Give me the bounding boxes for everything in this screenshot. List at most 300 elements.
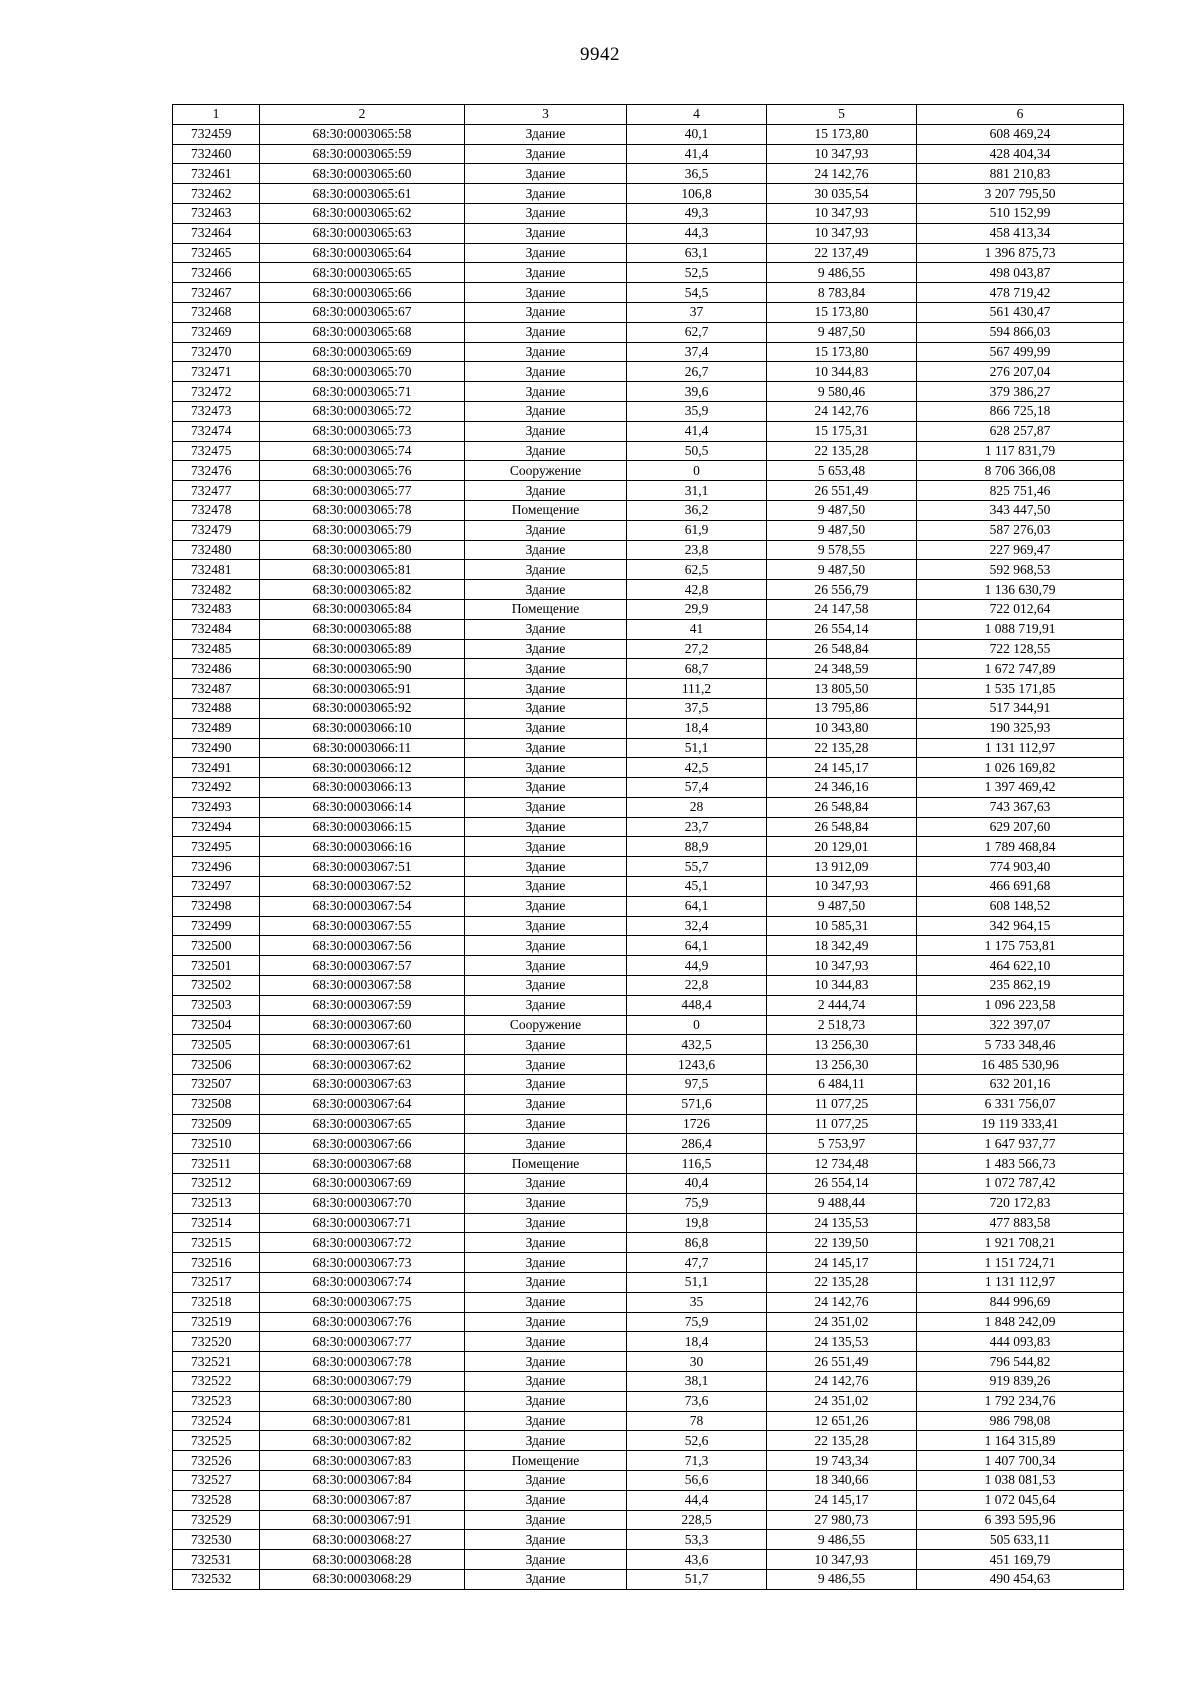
object-type-cell: Здание bbox=[465, 421, 627, 441]
table-body bbox=[173, 124, 1124, 1589]
specific-value-cell: 2 444,74 bbox=[767, 995, 917, 1015]
row-number-cell: 732465 bbox=[173, 243, 260, 263]
object-type-cell: Здание bbox=[465, 857, 627, 877]
cadastral-number-cell: 68:30:0003066:11 bbox=[260, 738, 465, 758]
table-row bbox=[173, 857, 1124, 877]
area-cell: 41,4 bbox=[627, 421, 767, 441]
cadastral-number-cell: 68:30:0003067:81 bbox=[260, 1411, 465, 1431]
table-row bbox=[173, 203, 1124, 223]
area-cell: 62,7 bbox=[627, 322, 767, 342]
row-number-cell: 732507 bbox=[173, 1075, 260, 1095]
specific-value-cell: 9 578,55 bbox=[767, 540, 917, 560]
cadastral-number-cell: 68:30:0003065:92 bbox=[260, 698, 465, 718]
specific-value-cell: 9 487,50 bbox=[767, 560, 917, 580]
row-number-cell: 732490 bbox=[173, 738, 260, 758]
table-row bbox=[173, 1035, 1124, 1055]
table-row bbox=[173, 1352, 1124, 1372]
specific-value-cell: 24 135,53 bbox=[767, 1332, 917, 1352]
cadastral-value-cell: 1 026 169,82 bbox=[917, 758, 1124, 778]
cadastral-number-cell: 68:30:0003067:65 bbox=[260, 1114, 465, 1134]
cadastral-number-cell: 68:30:0003065:63 bbox=[260, 223, 465, 243]
row-number-cell: 732468 bbox=[173, 302, 260, 322]
cadastral-value-cell: 594 866,03 bbox=[917, 322, 1124, 342]
row-number-cell: 732510 bbox=[173, 1134, 260, 1154]
table-row bbox=[173, 560, 1124, 580]
cadastral-number-cell: 68:30:0003065:84 bbox=[260, 599, 465, 619]
area-cell: 36,2 bbox=[627, 500, 767, 520]
object-type-cell: Здание bbox=[465, 362, 627, 382]
specific-value-cell: 26 548,84 bbox=[767, 797, 917, 817]
cadastral-number-cell: 68:30:0003065:89 bbox=[260, 639, 465, 659]
area-cell: 51,1 bbox=[627, 1273, 767, 1293]
table-row bbox=[173, 1372, 1124, 1392]
area-cell: 52,5 bbox=[627, 263, 767, 283]
object-type-cell: Здание bbox=[465, 540, 627, 560]
object-type-cell: Здание bbox=[465, 619, 627, 639]
cadastral-number-cell: 68:30:0003066:16 bbox=[260, 837, 465, 857]
registry-table bbox=[172, 104, 1124, 1590]
row-number-cell: 732477 bbox=[173, 481, 260, 501]
cadastral-value-cell: 8 706 366,08 bbox=[917, 461, 1124, 481]
specific-value-cell: 10 347,93 bbox=[767, 877, 917, 897]
cadastral-number-cell: 68:30:0003065:76 bbox=[260, 461, 465, 481]
cadastral-number-cell: 68:30:0003067:69 bbox=[260, 1174, 465, 1194]
area-cell: 18,4 bbox=[627, 1332, 767, 1352]
object-type-cell: Здание bbox=[465, 718, 627, 738]
area-cell: 53,3 bbox=[627, 1530, 767, 1550]
specific-value-cell: 22 135,28 bbox=[767, 1431, 917, 1451]
cadastral-value-cell: 1 117 831,79 bbox=[917, 441, 1124, 461]
table-row bbox=[173, 421, 1124, 441]
object-type-cell: Здание bbox=[465, 283, 627, 303]
object-type-cell: Здание bbox=[465, 1470, 627, 1490]
area-cell: 49,3 bbox=[627, 203, 767, 223]
cadastral-value-cell: 3 207 795,50 bbox=[917, 184, 1124, 204]
specific-value-cell: 26 554,14 bbox=[767, 1174, 917, 1194]
cadastral-number-cell: 68:30:0003066:14 bbox=[260, 797, 465, 817]
row-number-cell: 732528 bbox=[173, 1490, 260, 1510]
area-cell: 18,4 bbox=[627, 718, 767, 738]
row-number-cell: 732500 bbox=[173, 936, 260, 956]
table-row bbox=[173, 1055, 1124, 1075]
cadastral-number-cell: 68:30:0003067:91 bbox=[260, 1510, 465, 1530]
specific-value-cell: 24 348,59 bbox=[767, 659, 917, 679]
cadastral-value-cell: 276 207,04 bbox=[917, 362, 1124, 382]
cadastral-value-cell: 592 968,53 bbox=[917, 560, 1124, 580]
row-number-cell: 732471 bbox=[173, 362, 260, 382]
area-cell: 62,5 bbox=[627, 560, 767, 580]
specific-value-cell: 10 344,83 bbox=[767, 362, 917, 382]
cadastral-number-cell: 68:30:0003067:66 bbox=[260, 1134, 465, 1154]
column-header: 6 bbox=[917, 105, 1124, 125]
area-cell: 32,4 bbox=[627, 916, 767, 936]
cadastral-value-cell: 1 535 171,85 bbox=[917, 679, 1124, 699]
table-row bbox=[173, 1273, 1124, 1293]
specific-value-cell: 24 145,17 bbox=[767, 758, 917, 778]
specific-value-cell: 10 585,31 bbox=[767, 916, 917, 936]
area-cell: 0 bbox=[627, 461, 767, 481]
specific-value-cell: 20 129,01 bbox=[767, 837, 917, 857]
object-type-cell: Здание bbox=[465, 738, 627, 758]
page-number: 9942 bbox=[580, 44, 620, 65]
cadastral-value-cell: 774 903,40 bbox=[917, 857, 1124, 877]
object-type-cell: Сооружение bbox=[465, 461, 627, 481]
object-type-cell: Здание bbox=[465, 758, 627, 778]
specific-value-cell: 15 175,31 bbox=[767, 421, 917, 441]
specific-value-cell: 18 340,66 bbox=[767, 1470, 917, 1490]
row-number-cell: 732499 bbox=[173, 916, 260, 936]
specific-value-cell: 24 147,58 bbox=[767, 599, 917, 619]
specific-value-cell: 22 135,28 bbox=[767, 441, 917, 461]
area-cell: 26,7 bbox=[627, 362, 767, 382]
row-number-cell: 732495 bbox=[173, 837, 260, 857]
cadastral-value-cell: 919 839,26 bbox=[917, 1372, 1124, 1392]
cadastral-value-cell: 517 344,91 bbox=[917, 698, 1124, 718]
object-type-cell: Здание bbox=[465, 1233, 627, 1253]
row-number-cell: 732476 bbox=[173, 461, 260, 481]
table-row bbox=[173, 1431, 1124, 1451]
cadastral-number-cell: 68:30:0003065:81 bbox=[260, 560, 465, 580]
row-number-cell: 732484 bbox=[173, 619, 260, 639]
cadastral-value-cell: 464 622,10 bbox=[917, 956, 1124, 976]
cadastral-number-cell: 68:30:0003066:10 bbox=[260, 718, 465, 738]
object-type-cell: Здание bbox=[465, 639, 627, 659]
cadastral-number-cell: 68:30:0003067:54 bbox=[260, 896, 465, 916]
cadastral-value-cell: 6 331 756,07 bbox=[917, 1094, 1124, 1114]
specific-value-cell: 13 795,86 bbox=[767, 698, 917, 718]
cadastral-number-cell: 68:30:0003067:75 bbox=[260, 1292, 465, 1312]
row-number-cell: 732488 bbox=[173, 698, 260, 718]
table-row bbox=[173, 956, 1124, 976]
column-header: 4 bbox=[627, 105, 767, 125]
cadastral-number-cell: 68:30:0003066:12 bbox=[260, 758, 465, 778]
area-cell: 30 bbox=[627, 1352, 767, 1372]
table-row bbox=[173, 540, 1124, 560]
object-type-cell: Здание bbox=[465, 778, 627, 798]
object-type-cell: Здание bbox=[465, 401, 627, 421]
cadastral-value-cell: 458 413,34 bbox=[917, 223, 1124, 243]
area-cell: 64,1 bbox=[627, 896, 767, 916]
cadastral-value-cell: 343 447,50 bbox=[917, 500, 1124, 520]
area-cell: 86,8 bbox=[627, 1233, 767, 1253]
cadastral-value-cell: 1 396 875,73 bbox=[917, 243, 1124, 263]
specific-value-cell: 15 173,80 bbox=[767, 342, 917, 362]
cadastral-value-cell: 825 751,46 bbox=[917, 481, 1124, 501]
object-type-cell: Здание bbox=[465, 1372, 627, 1392]
row-number-cell: 732496 bbox=[173, 857, 260, 877]
cadastral-number-cell: 68:30:0003065:73 bbox=[260, 421, 465, 441]
object-type-cell: Здание bbox=[465, 1312, 627, 1332]
cadastral-number-cell: 68:30:0003067:57 bbox=[260, 956, 465, 976]
area-cell: 23,8 bbox=[627, 540, 767, 560]
object-type-cell: Здание bbox=[465, 481, 627, 501]
table-row bbox=[173, 1411, 1124, 1431]
area-cell: 22,8 bbox=[627, 976, 767, 996]
object-type-cell: Здание bbox=[465, 817, 627, 837]
cadastral-value-cell: 6 393 595,96 bbox=[917, 1510, 1124, 1530]
row-number-cell: 732470 bbox=[173, 342, 260, 362]
specific-value-cell: 9 486,55 bbox=[767, 1569, 917, 1589]
object-type-cell: Здание bbox=[465, 1075, 627, 1095]
table-row bbox=[173, 936, 1124, 956]
cadastral-number-cell: 68:30:0003068:29 bbox=[260, 1569, 465, 1589]
row-number-cell: 732487 bbox=[173, 679, 260, 699]
cadastral-number-cell: 68:30:0003067:78 bbox=[260, 1352, 465, 1372]
specific-value-cell: 22 135,28 bbox=[767, 738, 917, 758]
object-type-cell: Здание bbox=[465, 1490, 627, 1510]
table-row bbox=[173, 995, 1124, 1015]
cadastral-number-cell: 68:30:0003067:62 bbox=[260, 1055, 465, 1075]
cadastral-number-cell: 68:30:0003065:88 bbox=[260, 619, 465, 639]
row-number-cell: 732511 bbox=[173, 1154, 260, 1174]
object-type-cell: Здание bbox=[465, 184, 627, 204]
area-cell: 50,5 bbox=[627, 441, 767, 461]
area-cell: 45,1 bbox=[627, 877, 767, 897]
row-number-cell: 732483 bbox=[173, 599, 260, 619]
row-number-cell: 732498 bbox=[173, 896, 260, 916]
area-cell: 40,1 bbox=[627, 124, 767, 144]
cadastral-value-cell: 478 719,42 bbox=[917, 283, 1124, 303]
table-row bbox=[173, 1174, 1124, 1194]
specific-value-cell: 18 342,49 bbox=[767, 936, 917, 956]
cadastral-number-cell: 68:30:0003067:58 bbox=[260, 976, 465, 996]
cadastral-number-cell: 68:30:0003065:72 bbox=[260, 401, 465, 421]
cadastral-number-cell: 68:30:0003067:83 bbox=[260, 1451, 465, 1471]
area-cell: 116,5 bbox=[627, 1154, 767, 1174]
specific-value-cell: 9 487,50 bbox=[767, 520, 917, 540]
cadastral-value-cell: 1 789 468,84 bbox=[917, 837, 1124, 857]
column-header: 1 bbox=[173, 105, 260, 125]
row-number-cell: 732525 bbox=[173, 1431, 260, 1451]
row-number-cell: 732480 bbox=[173, 540, 260, 560]
area-cell: 63,1 bbox=[627, 243, 767, 263]
object-type-cell: Сооружение bbox=[465, 1015, 627, 1035]
specific-value-cell: 24 145,17 bbox=[767, 1253, 917, 1273]
specific-value-cell: 9 487,50 bbox=[767, 896, 917, 916]
object-type-cell: Здание bbox=[465, 1213, 627, 1233]
cadastral-value-cell: 632 201,16 bbox=[917, 1075, 1124, 1095]
table-row bbox=[173, 738, 1124, 758]
cadastral-value-cell: 342 964,15 bbox=[917, 916, 1124, 936]
specific-value-cell: 15 173,80 bbox=[767, 302, 917, 322]
cadastral-value-cell: 1 038 081,53 bbox=[917, 1470, 1124, 1490]
table-row bbox=[173, 263, 1124, 283]
cadastral-number-cell: 68:30:0003067:71 bbox=[260, 1213, 465, 1233]
cadastral-value-cell: 5 733 348,46 bbox=[917, 1035, 1124, 1055]
area-cell: 39,6 bbox=[627, 382, 767, 402]
cadastral-value-cell: 1 921 708,21 bbox=[917, 1233, 1124, 1253]
column-header: 3 bbox=[465, 105, 627, 125]
cadastral-value-cell: 743 367,63 bbox=[917, 797, 1124, 817]
area-cell: 54,5 bbox=[627, 283, 767, 303]
cadastral-number-cell: 68:30:0003065:60 bbox=[260, 164, 465, 184]
area-cell: 286,4 bbox=[627, 1134, 767, 1154]
cadastral-number-cell: 68:30:0003067:63 bbox=[260, 1075, 465, 1095]
object-type-cell: Здание bbox=[465, 1530, 627, 1550]
row-number-cell: 732512 bbox=[173, 1174, 260, 1194]
cadastral-value-cell: 16 485 530,96 bbox=[917, 1055, 1124, 1075]
area-cell: 52,6 bbox=[627, 1431, 767, 1451]
object-type-cell: Здание bbox=[465, 1114, 627, 1134]
row-number-cell: 732478 bbox=[173, 500, 260, 520]
specific-value-cell: 24 346,16 bbox=[767, 778, 917, 798]
specific-value-cell: 10 347,93 bbox=[767, 144, 917, 164]
specific-value-cell: 26 548,84 bbox=[767, 639, 917, 659]
specific-value-cell: 6 484,11 bbox=[767, 1075, 917, 1095]
cadastral-value-cell: 510 152,99 bbox=[917, 203, 1124, 223]
area-cell: 111,2 bbox=[627, 679, 767, 699]
cadastral-number-cell: 68:30:0003065:69 bbox=[260, 342, 465, 362]
specific-value-cell: 5 653,48 bbox=[767, 461, 917, 481]
table-row bbox=[173, 283, 1124, 303]
cadastral-value-cell: 1 483 566,73 bbox=[917, 1154, 1124, 1174]
cadastral-number-cell: 68:30:0003067:73 bbox=[260, 1253, 465, 1273]
specific-value-cell: 24 145,17 bbox=[767, 1490, 917, 1510]
specific-value-cell: 10 343,80 bbox=[767, 718, 917, 738]
specific-value-cell: 9 487,50 bbox=[767, 500, 917, 520]
cadastral-value-cell: 1 164 315,89 bbox=[917, 1431, 1124, 1451]
row-number-cell: 732472 bbox=[173, 382, 260, 402]
area-cell: 37,4 bbox=[627, 342, 767, 362]
row-number-cell: 732509 bbox=[173, 1114, 260, 1134]
table-row bbox=[173, 302, 1124, 322]
object-type-cell: Здание bbox=[465, 1332, 627, 1352]
area-cell: 44,9 bbox=[627, 956, 767, 976]
object-type-cell: Здание bbox=[465, 837, 627, 857]
table-row bbox=[173, 184, 1124, 204]
object-type-cell: Здание bbox=[465, 302, 627, 322]
specific-value-cell: 11 077,25 bbox=[767, 1114, 917, 1134]
area-cell: 51,7 bbox=[627, 1569, 767, 1589]
specific-value-cell: 10 347,93 bbox=[767, 956, 917, 976]
cadastral-number-cell: 68:30:0003067:79 bbox=[260, 1372, 465, 1392]
area-cell: 37 bbox=[627, 302, 767, 322]
cadastral-value-cell: 720 172,83 bbox=[917, 1193, 1124, 1213]
object-type-cell: Здание bbox=[465, 1431, 627, 1451]
cadastral-value-cell: 1 848 242,09 bbox=[917, 1312, 1124, 1332]
cadastral-number-cell: 68:30:0003067:80 bbox=[260, 1391, 465, 1411]
column-header: 5 bbox=[767, 105, 917, 125]
specific-value-cell: 24 351,02 bbox=[767, 1391, 917, 1411]
cadastral-number-cell: 68:30:0003065:90 bbox=[260, 659, 465, 679]
table-row bbox=[173, 1332, 1124, 1352]
table-row bbox=[173, 1015, 1124, 1035]
table-row bbox=[173, 382, 1124, 402]
row-number-cell: 732520 bbox=[173, 1332, 260, 1352]
object-type-cell: Здание bbox=[465, 1174, 627, 1194]
table-row bbox=[173, 1490, 1124, 1510]
specific-value-cell: 13 912,09 bbox=[767, 857, 917, 877]
cadastral-value-cell: 1 088 719,91 bbox=[917, 619, 1124, 639]
cadastral-number-cell: 68:30:0003065:70 bbox=[260, 362, 465, 382]
specific-value-cell: 27 980,73 bbox=[767, 1510, 917, 1530]
area-cell: 42,8 bbox=[627, 580, 767, 600]
table-row bbox=[173, 1451, 1124, 1471]
row-number-cell: 732491 bbox=[173, 758, 260, 778]
row-number-cell: 732530 bbox=[173, 1530, 260, 1550]
table-row bbox=[173, 877, 1124, 897]
table-row bbox=[173, 896, 1124, 916]
cadastral-number-cell: 68:30:0003067:74 bbox=[260, 1273, 465, 1293]
area-cell: 73,6 bbox=[627, 1391, 767, 1411]
area-cell: 28 bbox=[627, 797, 767, 817]
area-cell: 106,8 bbox=[627, 184, 767, 204]
row-number-cell: 732463 bbox=[173, 203, 260, 223]
cadastral-value-cell: 428 404,34 bbox=[917, 144, 1124, 164]
table-row bbox=[173, 520, 1124, 540]
row-number-cell: 732479 bbox=[173, 520, 260, 540]
table-row bbox=[173, 223, 1124, 243]
row-number-cell: 732494 bbox=[173, 817, 260, 837]
specific-value-cell: 12 651,26 bbox=[767, 1411, 917, 1431]
area-cell: 75,9 bbox=[627, 1312, 767, 1332]
object-type-cell: Здание bbox=[465, 1134, 627, 1154]
table-row bbox=[173, 342, 1124, 362]
cadastral-number-cell: 68:30:0003065:71 bbox=[260, 382, 465, 402]
object-type-cell: Здание bbox=[465, 342, 627, 362]
row-number-cell: 732473 bbox=[173, 401, 260, 421]
cadastral-number-cell: 68:30:0003067:55 bbox=[260, 916, 465, 936]
specific-value-cell: 5 753,97 bbox=[767, 1134, 917, 1154]
table-row bbox=[173, 401, 1124, 421]
cadastral-value-cell: 1 136 630,79 bbox=[917, 580, 1124, 600]
cadastral-value-cell: 608 148,52 bbox=[917, 896, 1124, 916]
row-number-cell: 732505 bbox=[173, 1035, 260, 1055]
table-row bbox=[173, 1391, 1124, 1411]
cadastral-number-cell: 68:30:0003067:64 bbox=[260, 1094, 465, 1114]
area-cell: 97,5 bbox=[627, 1075, 767, 1095]
cadastral-value-cell: 561 430,47 bbox=[917, 302, 1124, 322]
object-type-cell: Здание bbox=[465, 877, 627, 897]
area-cell: 56,6 bbox=[627, 1470, 767, 1490]
specific-value-cell: 26 548,84 bbox=[767, 817, 917, 837]
object-type-cell: Здание bbox=[465, 1035, 627, 1055]
cadastral-number-cell: 68:30:0003065:80 bbox=[260, 540, 465, 560]
column-header: 2 bbox=[260, 105, 465, 125]
specific-value-cell: 9 486,55 bbox=[767, 263, 917, 283]
row-number-cell: 732516 bbox=[173, 1253, 260, 1273]
specific-value-cell: 11 077,25 bbox=[767, 1094, 917, 1114]
cadastral-number-cell: 68:30:0003065:68 bbox=[260, 322, 465, 342]
table-row bbox=[173, 1312, 1124, 1332]
area-cell: 61,9 bbox=[627, 520, 767, 540]
area-cell: 36,5 bbox=[627, 164, 767, 184]
row-number-cell: 732517 bbox=[173, 1273, 260, 1293]
area-cell: 35,9 bbox=[627, 401, 767, 421]
cadastral-number-cell: 68:30:0003065:79 bbox=[260, 520, 465, 540]
cadastral-number-cell: 68:30:0003065:61 bbox=[260, 184, 465, 204]
cadastral-value-cell: 722 128,55 bbox=[917, 639, 1124, 659]
cadastral-number-cell: 68:30:0003067:68 bbox=[260, 1154, 465, 1174]
area-cell: 0 bbox=[627, 1015, 767, 1035]
table-row bbox=[173, 619, 1124, 639]
table-row bbox=[173, 1213, 1124, 1233]
row-number-cell: 732529 bbox=[173, 1510, 260, 1530]
table-row bbox=[173, 916, 1124, 936]
cadastral-number-cell: 68:30:0003065:74 bbox=[260, 441, 465, 461]
row-number-cell: 732515 bbox=[173, 1233, 260, 1253]
cadastral-value-cell: 1 672 747,89 bbox=[917, 659, 1124, 679]
table-row bbox=[173, 758, 1124, 778]
row-number-cell: 732492 bbox=[173, 778, 260, 798]
cadastral-number-cell: 68:30:0003067:82 bbox=[260, 1431, 465, 1451]
specific-value-cell: 9 487,50 bbox=[767, 322, 917, 342]
object-type-cell: Здание bbox=[465, 164, 627, 184]
specific-value-cell: 22 135,28 bbox=[767, 1273, 917, 1293]
object-type-cell: Здание bbox=[465, 223, 627, 243]
cadastral-value-cell: 608 469,24 bbox=[917, 124, 1124, 144]
area-cell: 19,8 bbox=[627, 1213, 767, 1233]
